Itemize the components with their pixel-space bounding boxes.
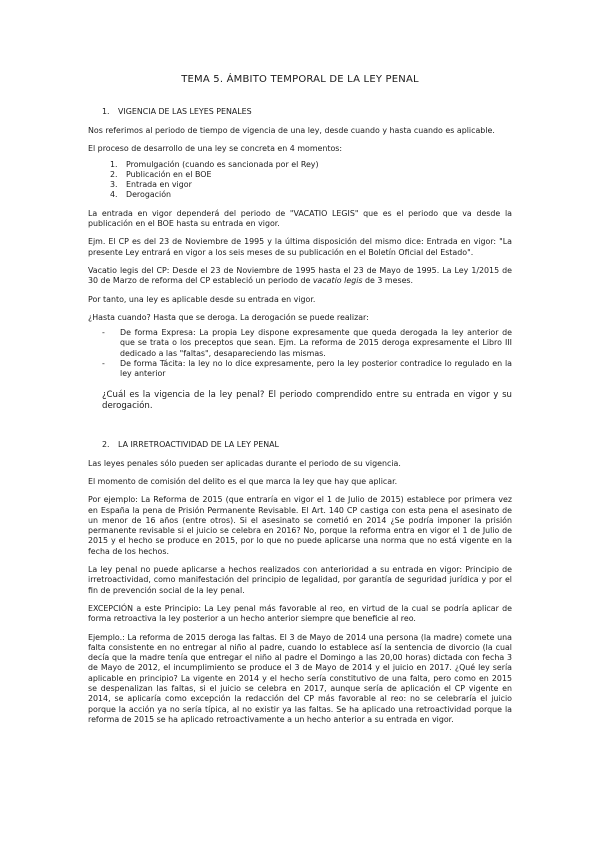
spacer <box>88 420 512 440</box>
list-item-text: De forma Expresa: La propia Ley dispone expresamente que queda derogada la ley anterior de que se trata o los preceptos que sean. Ejm. La reforma de 2015 deroga expresamente el Libro III dedicado a las "faltas", desapareciendo las mismas. <box>120 328 512 358</box>
list-item-text: De forma Tácita: la ley no lo dice expresamente, pero la ley posterior contradice lo regulado en la ley anterior <box>120 359 512 379</box>
paragraph: La entrada en vigor dependerá del periodo de "VACATIO LEGIS" que es el periodo que va desde la publicación en el BOE hasta su entrada en vigor. <box>88 208 512 229</box>
list-item: 2. Publicación en el BOE <box>120 170 512 180</box>
dash-bullet: - <box>102 328 105 338</box>
paragraph: Por tanto, una ley es aplicable desde su entrada en vigor. <box>88 294 316 304</box>
paragraph: EXCEPCIÓN a este Principio: La Ley penal más favorable al reo, en virtud de la cual se podría aplicar de forma retroactiva la ley posterior a un hecho anterior siempre que beneficie al reo. <box>88 603 512 624</box>
paragraph: Nos referimos al periodo de tiempo de vigencia de una ley, desde cuando y hasta cuando es aplicable. <box>88 126 495 135</box>
section-heading-vigencia <box>88 107 512 116</box>
paragraph: El momento de comisión del delito es el que marca la ley que hay que aplicar. <box>88 476 398 486</box>
paragraph <box>88 266 512 287</box>
dash-bullet: - <box>102 359 105 369</box>
paragraph: ¿Hasta cuando? Hasta que se deroga. La derogación se puede realizar: <box>88 312 369 322</box>
paragraph: Las leyes penales sólo pueden ser aplicadas durante el periodo de su vigencia. <box>88 458 401 468</box>
list-item: 4. Derogación <box>120 190 512 200</box>
section-heading-irretroactividad <box>88 440 512 449</box>
question-paragraph: ¿Cuál es la vigencia de la ley penal? El periodo comprendido entre su entrada en vigor y su derogación. <box>102 389 512 411</box>
text-run: de 3 meses. <box>362 276 414 286</box>
document-title: TEMA 5. ÁMBITO TEMPORAL DE LA LEY PENAL <box>181 74 419 85</box>
paragraph: El proceso de desarrollo de una ley se concreta en 4 momentos: <box>88 144 343 154</box>
derogation-list <box>88 328 512 379</box>
section-heading-text: VIGENCIA DE LAS LEYES PENALES <box>118 107 252 116</box>
paragraph: Ejemplo.: La reforma de 2015 deroga las faltas. El 3 de Mayo de 2014 una persona (la madre) comete una falta consistente en no entregar al niño al padre, cuando lo establece así la sentencia de divorcio (la cual decía que la madre tenía que entregar el niño al padre el Domingo a las 20,00 horas) dictada con fecha 3 de Mayo de 2012, el incumplimiento se produce el 3 de Mayo de 2014 y el juicio en 2017. ¿Qué ley sería aplicable en principio? La vigente en 2014 y el hecho sería constitutivo de una falta, pero como en 2015 se despenalizan las faltas, si el juicio se celebra en 2017, aunque sería de aplicación el CP vigente en 2014, se aplicaría como excepción la redacción del CP más favorable al reo: no se celebraría el juicio porque la acción ya no sería típica, al no existir ya las faltas. Se ha aplicado una retroactividad porque la reforma de 2015 se ha aplicado retroactivamente a un hecho anterior a su entrada en vigor. <box>88 632 512 724</box>
list-item <box>102 359 512 380</box>
section-number: 1. <box>102 107 110 116</box>
emphasis-text: vacatio legis <box>312 276 363 286</box>
list-item <box>102 328 512 359</box>
text-run: Vacatio legis del CP: Desde el 23 de Noviembre de 1995 hasta el 23 de Mayo de 1995. La Ley 1/2015 de 30 de Marzo de reforma del CP estableció un periodo de <box>88 265 512 286</box>
paragraph: Ejm. El CP es del 23 de Noviembre de 1995 y la última disposición del mismo dice: Entrada en vigor: "La presente Ley entrará en vigor a los seis meses de su publicación en el Boletín Oficial del Estado". <box>88 237 512 257</box>
list-item: 1. Promulgación (cuando es sancionada por el Rey) <box>120 160 512 170</box>
list-item: 3. Entrada en vigor <box>120 180 512 190</box>
moments-list <box>88 160 512 201</box>
section-number: 2. <box>102 439 110 449</box>
section-heading-text: LA IRRETROACTIVIDAD DE LA LEY PENAL <box>118 439 279 449</box>
paragraph: Por ejemplo: La Reforma de 2015 (que entraría en vigor el 1 de Julio de 2015) establece por primera vez en España la pena de Prisión Permanente Revisable. El Art. 140 CP castiga con esta pena el asesinato de un menor de 16 años (entre otros). Si el asesinato se cometió en 2014 ¿Se podría imponer la prisión permanente revisable si el juicio se celebra en 2016? No, porque la reforma entra en vigor el 1 de Julio de 2015 y el hecho se produce en 2015, por lo que no puede aplicarse una norma que no está vigente en la fecha de los hechos. <box>88 495 512 556</box>
paragraph: La ley penal no puede aplicarse a hechos realizados con anterioridad a su entrada en vigor: Principio de irretroactividad, como manifestación del principio de legalidad, por garantía de seguridad jurídica y por el fin de prevención social de la ley penal. <box>88 565 512 595</box>
